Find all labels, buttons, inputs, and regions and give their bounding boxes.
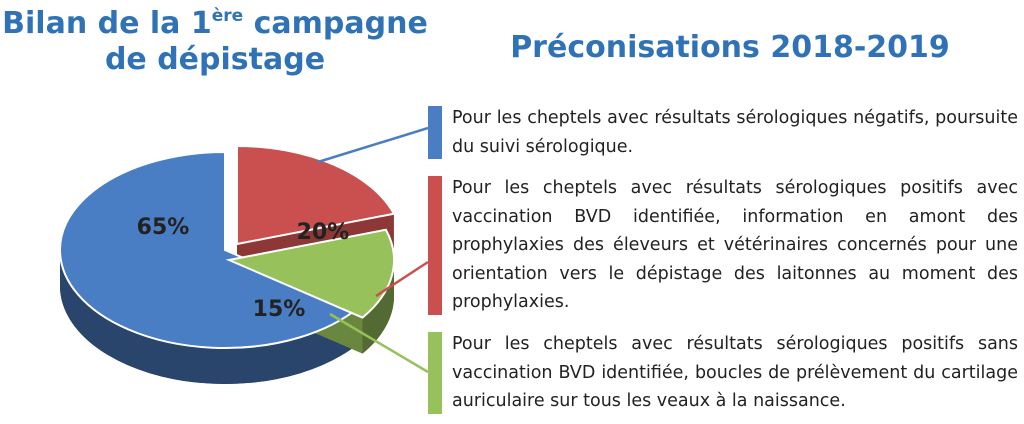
note-positive-unvaccinated — [428, 330, 1018, 416]
leader-line-65 — [318, 128, 428, 162]
recommendations-title: Préconisations 2018-2019 — [510, 30, 950, 65]
data-label-20: 20% — [296, 220, 350, 245]
note-text: Pour les cheptels avec résultats sérologiques négatifs, poursuite du suivi sérologique. — [452, 108, 1018, 157]
title-superscript: ère — [211, 6, 244, 26]
data-label-15: 15% — [252, 297, 306, 322]
title-suffix: campagne — [243, 6, 428, 41]
title-line2: de dépistage — [104, 42, 326, 77]
title-prefix: Bilan de la 1 — [2, 6, 212, 41]
note-positive-vaccinated — [428, 174, 1018, 317]
note-color-bar — [428, 332, 442, 414]
note-text: Pour les cheptels avec résultats sérologiques positifs sans vaccination BVD identifiée, boucles de prélèvement du cartilage auriculaire sur tous les veaux à la naissance. — [452, 334, 1018, 411]
data-label-65: 65% — [136, 215, 190, 240]
note-negative — [428, 104, 1018, 161]
note-text: Pour les cheptels avec résultats sérologiques positifs avec vaccination BVD identifiée, information en amont des prophylaxies des éleveurs et vétérinaires concernés pour une orientation vers le dépistage des laitonnes au moment des prophylaxies. — [452, 178, 1018, 312]
note-color-bar — [428, 176, 442, 315]
note-color-bar — [428, 106, 442, 159]
